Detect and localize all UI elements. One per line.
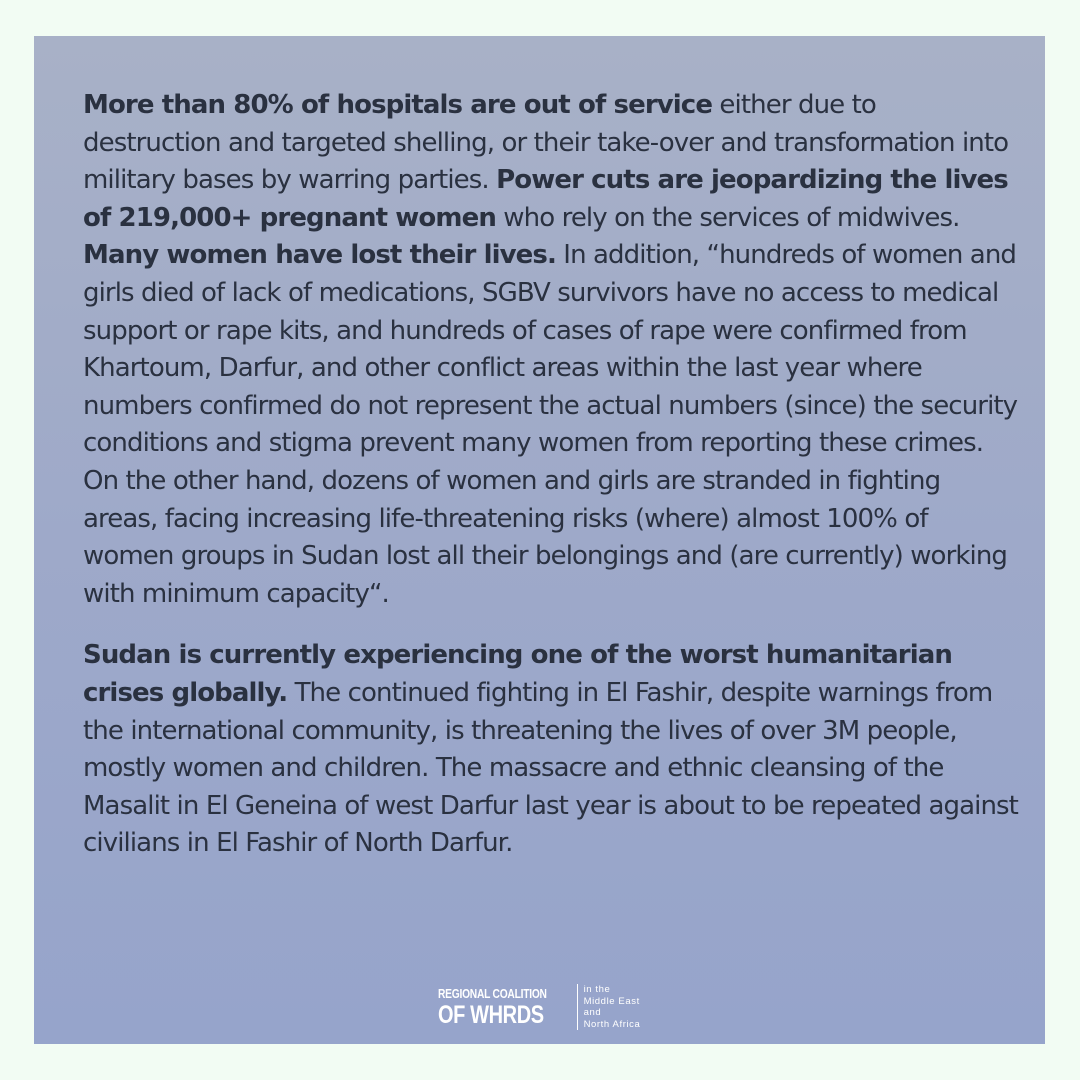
logo-line-1: REGIONAL COALITION <box>438 987 547 1001</box>
paragraph-1-segment: More than 80% of hospitals are out of service <box>83 90 713 120</box>
paragraph-1-segment: either due to destruction and targeted shelling, or their take-over and transformation into military bases by warring parties. <box>83 90 1016 196</box>
organization-logo <box>438 982 640 1032</box>
logo-line-2: OF WHRDS <box>438 1001 544 1029</box>
paragraph-1 <box>83 87 1025 613</box>
body-text <box>83 87 1026 863</box>
logo-region-line: and <box>583 1007 602 1018</box>
paragraph-2 <box>83 637 1026 863</box>
paragraph-1-segment: In addition, “hundreds of women and girls died of lack of medications, SGBV survivors have no access to medical support or rape kits, and hundreds of cases of rape were confirmed from Khartoum, Darfur, and other conflict areas within the last year where numbers confirmed do not represent the actual numbers (since) the security conditions and stigma prevent many women from reporting these crimes. On the other hand, dozens of women and girls are stranded in fighting areas, facing increasing life-threatening risks (where) almost 100% of women groups in Sudan lost all their belongings and (are currently) working with minimum capacity“. <box>83 240 1025 609</box>
paragraph-1-segment: Power cuts are jeopardizing the lives of 219,000+ pregnant women <box>83 165 1016 233</box>
logo-wordmark <box>438 982 577 1032</box>
logo-region-line: in the <box>583 984 611 995</box>
logo-divider <box>577 984 578 1030</box>
paragraph-2-segment: Sudan is currently experiencing one of the worst humanitarian crises globally. <box>83 640 961 708</box>
logo-region-text <box>584 982 641 1032</box>
logo-region-line: North Africa <box>583 1018 641 1030</box>
paragraph-2-segment: The continued fighting in El Fashir, despite warnings from the international community, is threatening the lives of over 3M people, mostly women and children. The massacre and ethnic cleansing of the Masalit in El Geneina of west Darfur last year is about to be repeated against civilians in El Fashir of North Darfur. <box>83 677 1026 859</box>
paragraph-1-segment: Many women have lost their lives. <box>83 240 556 271</box>
paragraph-1-segment: who rely on the services of midwives. <box>495 202 975 233</box>
content-card <box>34 36 1045 1044</box>
logo-region-line: Middle East <box>583 995 640 1007</box>
